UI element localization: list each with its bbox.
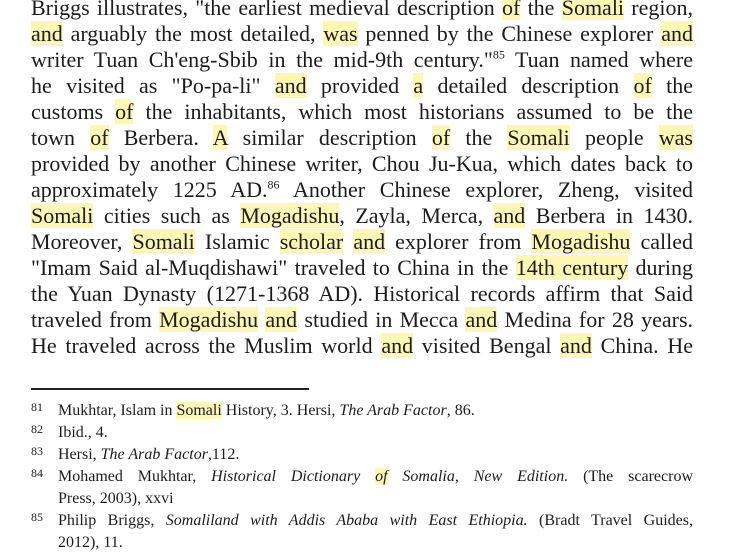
footnote-text (58, 422, 108, 444)
footnote-number: 84 (31, 466, 43, 480)
text-run: during (628, 255, 693, 280)
text-run: explorer from (385, 229, 532, 254)
highlighted-term: scholar (279, 229, 344, 254)
text-run: (Bradt Travel Guides, (527, 512, 693, 529)
highlighted-term: Somali (176, 402, 222, 419)
highlighted-term: Somali (132, 229, 195, 254)
highlighted-term: of (431, 125, 451, 150)
highlighted-term: 14th century (515, 255, 629, 280)
footnote-text (58, 400, 475, 422)
highlighted-term: and (465, 307, 498, 332)
highlighted-term: and (31, 21, 63, 46)
text-run: Hersi, (58, 446, 101, 463)
body-line (31, 0, 693, 21)
text-run: the Yuan Dynasty (1271-1368 AD). Historical records affirm that Said (31, 281, 693, 306)
text-run: arguably the most detailed, (62, 21, 324, 46)
text-run: Mohamed Mukhtar, (58, 468, 212, 485)
text-run: traveled from (31, 307, 160, 332)
text-run: town (31, 125, 91, 150)
body-line (31, 333, 693, 359)
highlighted-term: and (274, 73, 307, 98)
highlighted-term: a (413, 73, 424, 98)
text-run: the (520, 0, 562, 20)
text-run: the inhabitants, which most historians assumed to be the (133, 99, 693, 124)
text-run: Berbera in 1430. (525, 203, 693, 228)
highlighted-term: and (493, 203, 526, 228)
body-line (31, 307, 693, 333)
body-line (31, 47, 693, 73)
highlighted-term: and (661, 21, 693, 46)
footnote-number: 81 (31, 400, 43, 414)
footnote-number: 83 (31, 444, 43, 458)
text-run: visited Bengal (413, 333, 561, 358)
text-run: region, (624, 0, 693, 20)
text-run: Briggs illustrates, "the earliest medieval description (31, 0, 502, 20)
highlighted-term: of (375, 468, 388, 485)
footnote-continuation: 2012), 11. (58, 534, 123, 551)
highlighted-term: of (90, 125, 109, 150)
highlighted-term: Somali (31, 203, 94, 228)
text-run: the (651, 73, 694, 98)
footnote-separator (31, 388, 309, 390)
footnote-continuation: Press, 2003), xxvi (58, 490, 174, 507)
text-run: detailed description (423, 73, 634, 98)
highlighted-term: Mogadishu (159, 307, 259, 332)
footnote-text (58, 510, 693, 532)
footnote-ref: 86 (267, 177, 280, 192)
text-run: "Imam Said al-Muqdishawi" traveled to China in the (31, 255, 516, 280)
highlighted-term: Somali (562, 0, 624, 20)
italic-title: Historical Dictionary (211, 468, 376, 485)
text-run: , 86. (446, 402, 475, 419)
body-line (31, 281, 693, 307)
text-run: Philip Briggs, (58, 512, 166, 529)
italic-title: The Arab Factor (100, 446, 208, 463)
highlighted-term: and (381, 333, 414, 358)
highlighted-term: Somali (507, 125, 570, 150)
highlighted-term: and (353, 229, 386, 254)
highlighted-term: of (633, 73, 652, 98)
highlighted-term: A (212, 125, 228, 150)
text-run: , Zayla, Merca, (339, 203, 494, 228)
text-run: Ibid., 4. (58, 424, 108, 441)
footnote-ref: 85 (492, 47, 505, 62)
text-run: the (450, 125, 508, 150)
text-run: Mukhtar, Islam in (58, 402, 177, 419)
text-run: Moreover, (31, 229, 133, 254)
body-line (31, 229, 693, 255)
body-line (31, 177, 693, 203)
text-run: he visited as "Po-pa-li" (31, 73, 275, 98)
text-run: provided (306, 73, 414, 98)
body-line (31, 125, 693, 151)
highlighted-term: and (265, 307, 298, 332)
body-line (31, 151, 693, 177)
body-line (31, 73, 693, 99)
highlighted-term: of (115, 99, 134, 124)
text-run: Islamic (194, 229, 280, 254)
text-run: called (630, 229, 693, 254)
text-run: studied in Mecca (297, 307, 466, 332)
text-run (343, 229, 353, 254)
italic-title: Somaliland with Addis Ababa with East Ethiopia. (165, 512, 528, 529)
footnote-text (58, 444, 239, 466)
highlighted-term: was (658, 125, 693, 150)
highlighted-term: Mogadishu (531, 229, 631, 254)
highlighted-term: Mogadishu (240, 203, 340, 228)
text-run: customs (31, 99, 116, 124)
body-line (31, 255, 693, 281)
text-run: (The scarecrow (568, 468, 694, 485)
text-run: Tuan named where (504, 47, 694, 72)
highlighted-term: of (502, 0, 520, 20)
footnote-number: 82 (31, 422, 43, 436)
footnote-text (58, 466, 693, 488)
italic-title: Somalia, New Edition. (387, 468, 569, 485)
text-run: Medina for 28 years. (497, 307, 694, 332)
text-run: ,112. (207, 446, 240, 463)
body-line (31, 203, 693, 229)
text-run: writer Tuan Ch'eng-Sbib in the mid-9th century." (31, 47, 493, 72)
text-run: provided by another Chinese writer, Chou Ju-Kua, which dates back to (31, 151, 693, 176)
text-run: similar description (227, 125, 432, 150)
footnote-number: 85 (31, 510, 43, 524)
text-run: Berbera. (108, 125, 213, 150)
text-run: people (569, 125, 659, 150)
text-run: History, 3. Hersi, (221, 402, 340, 419)
text-run: cities such as (93, 203, 241, 228)
text-run: penned by the Chinese explorer (357, 21, 662, 46)
highlighted-term: was (323, 21, 358, 46)
highlighted-term: and (560, 333, 592, 358)
body-line (31, 99, 693, 125)
text-run: Another Chinese explorer, Zheng, visited (279, 177, 693, 202)
body-line (31, 21, 693, 47)
text-run: China. He (591, 333, 693, 358)
text-run: approximately 1225 AD. (31, 177, 268, 202)
italic-title: The Arab Factor (339, 402, 447, 419)
text-run: He traveled across the Muslim world (31, 333, 382, 358)
